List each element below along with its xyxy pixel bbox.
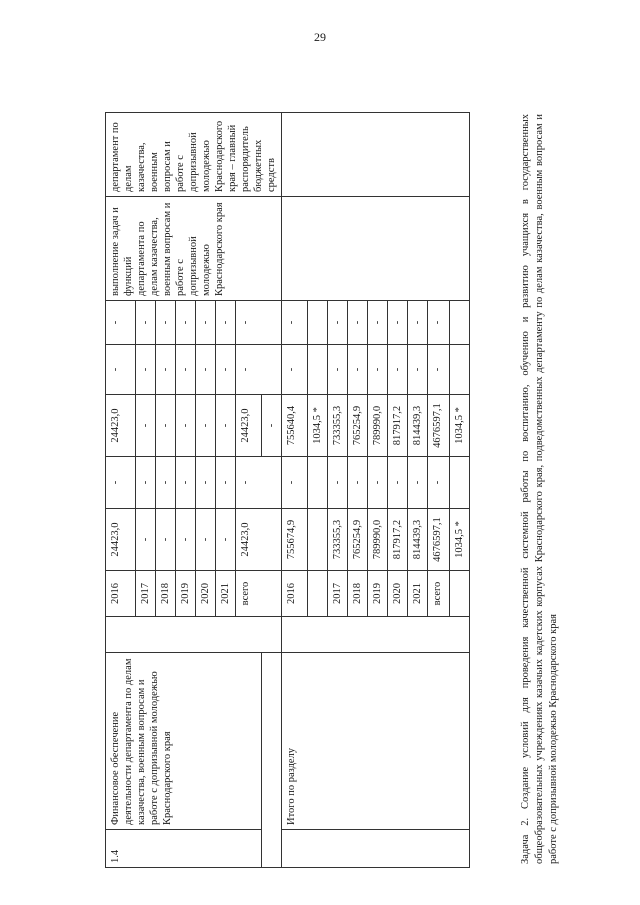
total-cell: 755674,9 <box>282 509 308 571</box>
local-cell: - <box>368 345 388 395</box>
year-cell: 2021 <box>216 571 236 617</box>
year-cell: 2018 <box>348 571 368 617</box>
regional-cell: - <box>196 395 216 457</box>
item-name: Финансовое обеспечение деятельности департамента по делам казачества, военным вопросам и работе с допризывной молодежью Краснодарского края <box>106 653 262 830</box>
year-cell: 2019 <box>368 571 388 617</box>
extra-cell: - <box>282 301 308 345</box>
total-cell: - <box>216 509 236 571</box>
total-cell: 4676597,1 <box>428 509 450 571</box>
year-cell: 2019 <box>176 571 196 617</box>
total-cell: 817917,2 <box>388 509 408 571</box>
item-executor: департамент по делам казачества, военным вопросам и работе с допризывной молодежью Краснодарского края – главный распорядитель бюджетных средств <box>106 113 282 197</box>
federal-cell: - <box>106 457 136 509</box>
regional-cell: 4676597,1 <box>428 395 450 457</box>
extra-cell <box>450 301 470 345</box>
extra-cell: - <box>216 301 236 345</box>
local-cell: - <box>236 345 282 395</box>
federal-cell: - <box>282 457 308 509</box>
federal-cell: - <box>136 457 156 509</box>
regional-cell: - <box>176 395 196 457</box>
year-cell <box>308 571 328 617</box>
regional-cell: 1034,5 * <box>308 395 328 457</box>
page-number: 29 <box>314 30 326 44</box>
total-cell: 733355,3 <box>328 509 348 571</box>
local-cell: - <box>348 345 368 395</box>
local-cell: - <box>216 345 236 395</box>
extra-cell: - <box>106 301 136 345</box>
regional-cell: - <box>136 395 156 457</box>
extra-cell: - <box>348 301 368 345</box>
year-cell: всего <box>428 571 450 617</box>
extra-cell: - <box>408 301 428 345</box>
total-cell: - <box>196 509 216 571</box>
extra-cell: - <box>136 301 156 345</box>
section-total-label: Итого по разделу <box>282 653 470 830</box>
regional-cell: 789990,0 <box>368 395 388 457</box>
empty-cell <box>262 653 282 868</box>
extra-cell: - <box>236 301 282 345</box>
federal-cell: - <box>196 457 216 509</box>
empty-cell <box>282 113 470 197</box>
year-cell <box>450 571 470 617</box>
federal-cell: - <box>368 457 388 509</box>
local-cell: - <box>156 345 176 395</box>
table-row <box>282 113 308 868</box>
empty-cell <box>106 617 282 653</box>
extra-cell: - <box>428 301 450 345</box>
extra-cell: - <box>196 301 216 345</box>
item-number: 1.4 <box>106 830 262 868</box>
extra-cell: - <box>176 301 196 345</box>
federal-cell: - <box>236 457 282 509</box>
local-cell: - <box>196 345 216 395</box>
year-cell: всего <box>236 571 282 617</box>
federal-cell: - <box>408 457 428 509</box>
rotated-table-block <box>105 93 570 868</box>
year-cell: 2017 <box>136 571 156 617</box>
regional-cell: 814439,3 <box>408 395 428 457</box>
regional-cell: - <box>262 395 282 457</box>
local-cell: - <box>106 345 136 395</box>
federal-cell <box>308 457 328 509</box>
local-cell: - <box>136 345 156 395</box>
year-cell: 2020 <box>196 571 216 617</box>
total-cell: - <box>176 509 196 571</box>
regional-cell: - <box>216 395 236 457</box>
regional-cell: 24423,0 <box>236 395 262 457</box>
federal-cell <box>450 457 470 509</box>
federal-cell: - <box>388 457 408 509</box>
local-cell: - <box>388 345 408 395</box>
total-cell: 24423,0 <box>236 509 282 571</box>
extra-cell <box>308 301 328 345</box>
task-2-text: Задача 2. Создание условий для проведения качественной системной работы по воспитанию, обучению и развитию учащихся в государственных общеобразовательных учреждениях казачьих кадетских корпусах Краснодарского края, подведомственных департаменту по делам казачества, военным вопросам и работе с допризывной молодежью Краснодарского края <box>520 114 559 864</box>
extra-cell: - <box>328 301 348 345</box>
total-cell: 814439,3 <box>408 509 428 571</box>
total-cell: 765254,9 <box>348 509 368 571</box>
local-cell <box>450 345 470 395</box>
total-cell: - <box>136 509 156 571</box>
total-cell: 24423,0 <box>106 509 136 571</box>
local-cell: - <box>328 345 348 395</box>
year-cell: 2016 <box>106 571 136 617</box>
item-result: выполнение задач и функций департамента по делам казачества, военным вопросам и работе с допризывной молодежью Краснодарского края <box>106 197 282 301</box>
year-cell: 2020 <box>388 571 408 617</box>
federal-cell: - <box>328 457 348 509</box>
total-cell: - <box>156 509 176 571</box>
local-cell: - <box>282 345 308 395</box>
regional-cell: 755640,4 <box>282 395 308 457</box>
local-cell: - <box>428 345 450 395</box>
extra-cell: - <box>388 301 408 345</box>
regional-cell: 765254,9 <box>348 395 368 457</box>
local-cell: - <box>176 345 196 395</box>
year-cell: 2018 <box>156 571 176 617</box>
federal-cell: - <box>176 457 196 509</box>
regional-cell: 24423,0 <box>106 395 136 457</box>
total-cell <box>308 509 328 571</box>
empty-cell <box>282 617 470 653</box>
regional-cell: 817917,2 <box>388 395 408 457</box>
table-row <box>106 113 136 868</box>
program-table <box>105 112 470 868</box>
total-cell: 789990,0 <box>368 509 388 571</box>
federal-cell: - <box>428 457 450 509</box>
extra-cell: - <box>156 301 176 345</box>
empty-cell <box>282 830 470 868</box>
total-cell: 1034,5 * <box>450 509 470 571</box>
year-cell: 2016 <box>282 571 308 617</box>
year-cell: 2021 <box>408 571 428 617</box>
year-cell: 2017 <box>328 571 348 617</box>
extra-cell: - <box>368 301 388 345</box>
local-cell <box>308 345 328 395</box>
federal-cell: - <box>216 457 236 509</box>
local-cell: - <box>408 345 428 395</box>
federal-cell: - <box>348 457 368 509</box>
federal-cell: - <box>156 457 176 509</box>
regional-cell: 733355,3 <box>328 395 348 457</box>
regional-cell: - <box>156 395 176 457</box>
empty-cell <box>282 197 470 301</box>
regional-cell: 1034,5 * <box>450 395 470 457</box>
